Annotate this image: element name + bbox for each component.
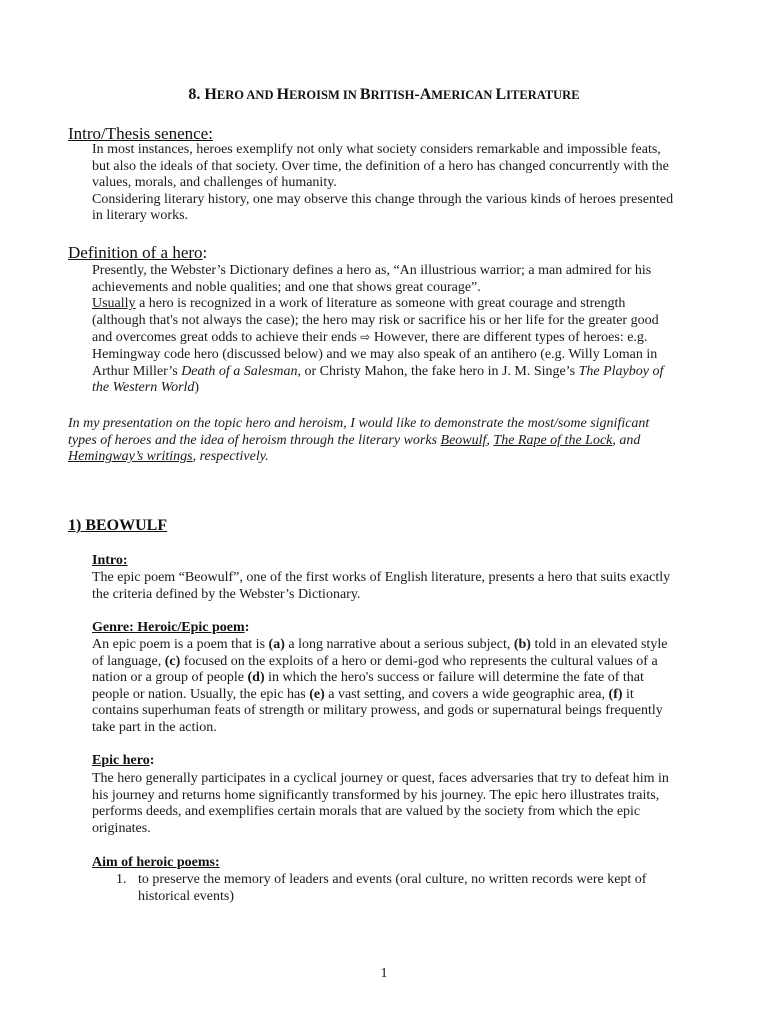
intro-text-2: Considering literary history, one may observe this change through the various kinds of heroes presented in literary works.	[92, 191, 674, 224]
definition-heading: Definition of a hero:	[68, 243, 208, 262]
epic-hero-label: Epic hero:	[92, 753, 155, 768]
intro-heading: Intro/Thesis senence:	[68, 124, 213, 143]
beowulf-intro-label: Intro:	[92, 553, 128, 568]
beowulf-heading: 1) BEOWULF	[68, 517, 168, 534]
genre-label: Genre: Heroic/Epic poem:	[92, 620, 250, 635]
epic-hero-paragraph: The hero generally participates in a cyclical journey or quest, faces adversaries that try to defeat him in his journey and returns home significantly transformed by his journey. The epic hero illustrates traits, performs deeds, and exemplifies certain morals that are valued by the society from which the epic originates.	[92, 771, 669, 836]
aim-label: Aim of heroic poems:	[92, 855, 220, 870]
definition-text-2: Usually a hero is recognized in a work of literature as someone with great courage and strength (although that's not always the case); the hero may risk or sacrifice his or her life for the greater good and overcomes great odds to achieve their ends ⇨ However, there are different types of heroes: e.g. Hemingway code hero (discussed below) and we may also speak of an antihero (e.g. Willy Loman in Arthur Miller’s Death of a Salesman, or Christy Mahon, the fake hero in J. M. Singe’s The Playboy of the Western World)	[92, 296, 664, 396]
list-item-text: to preserve the memory of leaders and events (oral culture, no written records were kept of historical events)	[138, 872, 647, 904]
list-item-number: 1.	[116, 872, 127, 887]
right-arrow-icon: ⇨	[360, 330, 371, 345]
page-number: 1	[380, 966, 388, 981]
document-title: 8. HERO AND HEROISM IN BRITISH-AMERICAN LITERATURE	[188, 86, 580, 103]
definition-text-1: Presently, the Webster’s Dictionary defines a hero as, “An illustrious warrior; a man admired for his achievements and noble qualities; and one that shows great courage”.	[92, 263, 652, 295]
genre-paragraph: An epic poem is a poem that is (a) a long narrative about a serious subject, (b) told in an elevated style of language, (c) focused on the exploits of a hero or demi-god who represents the cultural values of a nation or a group of people (d) in which the hero's success or failure will determine the fate of that people or nation. Usually, the epic has (e) a vast setting, and covers a wide geographic area, (f) it contains superhuman feats of strength or military prowess, and gods or supernatural beings frequently take part in the action.	[92, 637, 668, 735]
intro-paragraph	[92, 142, 677, 225]
beowulf-intro-text: The epic poem “Beowulf”, one of the first works of English literature, presents a hero that suits exactly the criteria defined by the Webster’s Dictionary.	[92, 570, 671, 602]
definition-paragraph	[92, 263, 677, 397]
presentation-paragraph: In my presentation on the topic hero and heroism, I would like to demonstrate the most/some significant types of heroes and the idea of heroism through the literary works Beowulf, The Rape of the Lock, and Hemingway’s writings, respectively.	[68, 416, 650, 465]
intro-text-1: In most instances, heroes exemplify not only what society considers remarkable and impossible feats, but also the ideals of that society. Over time, the definition of a hero has changed concurrently with the values, morals, and challenges of humanity.	[92, 142, 669, 191]
